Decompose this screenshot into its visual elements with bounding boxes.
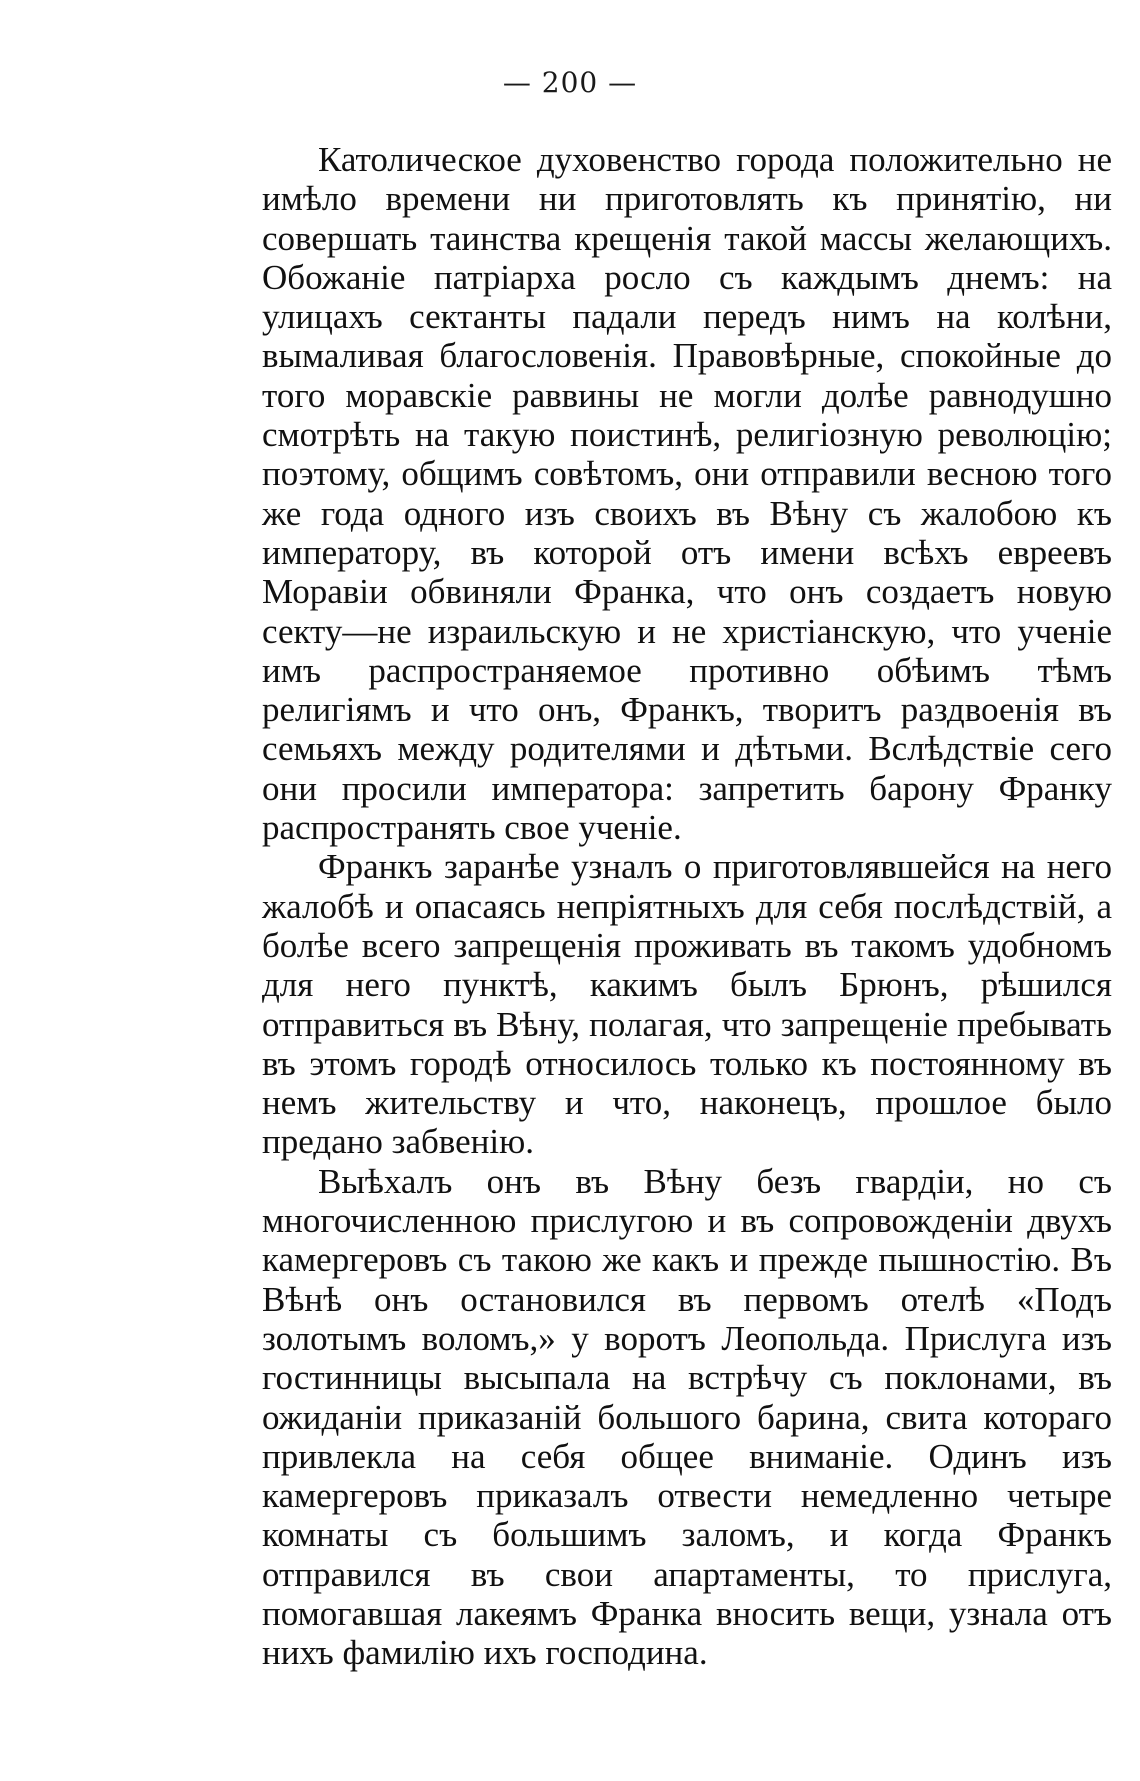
page-number: — 200 — [502,66,638,99]
body-text [262,140,1112,1673]
paragraph-2: Франкъ заранѣе узналъ о приготовлявшейся на него жалобѣ и опасаясь непріятныхъ для себя послѣдствій, а болѣе всего запрещенія проживать въ такомъ удобномъ для него пунктѣ, какимъ былъ Брюнъ, рѣшился отправиться въ Вѣну, полагая, что запрещеніе пребывать въ этомъ городѣ относилось только къ постоянному въ немъ жительству и что, наконецъ, прошлое было предано забвенію. [262,847,1112,1162]
paragraph-1: Католическое духовенство города положительно не имѣло времени ни приготовлять къ принятію, ни совершать таинства крещенія такой массы желающихъ. Обожаніе патріарха росло съ каждымъ днемъ: на улицахъ сектанты падали передъ нимъ на колѣни, вымаливая благословенія. Правовѣрные, спокойные до того моравскіе раввины не могли долѣе равнодушно смотрѣть на такую поистинѣ, религіозную революцію; поэтому, общимъ совѣтомъ, они отправили весною того же года одного изъ своихъ въ Вѣну съ жалобою къ императору, въ которой отъ имени всѣхъ евреевъ Моравіи обвиняли Франка, что онъ создаетъ новую секту—не израильскую и не христіанскую, что ученіе имъ распространяемое противно обѣимъ тѣмъ религіямъ и что онъ, Франкъ, творитъ раздвоенія въ семьяхъ между родителями и дѣтьми. Вслѣдствіе сего они просили императора: запретить барону Франку распространять свое ученіе. [262,140,1112,848]
paragraph-3: Выѣхалъ онъ въ Вѣну безъ гвардіи, но съ многочисленною прислугою и въ сопровожденіи двухъ камергеровъ съ такою же какъ и прежде пышностію. Въ Вѣнѣ онъ остановился въ первомъ отелѣ «Подъ золотымъ воломъ,» у воротъ Леопольда. Прислуга изъ гостинницы высыпала на встрѣчу съ поклонами, въ ожиданіи приказаній большого барина, свита котораго привлекла на себя общее вниманіе. Одинъ изъ камергеровъ приказалъ отвести немедленно четыре комнаты съ большимъ заломъ, и когда Франкъ отправился въ свои апартаменты, то прислуга, помогавшая лакеямъ Франка вносить вещи, узнала отъ нихъ фамилію ихъ господина. [262,1161,1112,1673]
